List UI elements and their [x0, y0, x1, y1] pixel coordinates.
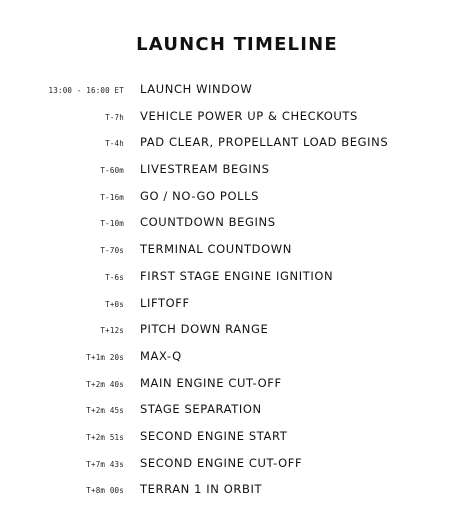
- timeline-row: [0, 318, 474, 345]
- timeline-event: PITCH DOWN RANGE: [140, 322, 269, 337]
- timeline-time: T+2m 51s: [86, 432, 124, 442]
- timeline-time: T-60m: [100, 166, 124, 176]
- timeline-event: MAX-Q: [140, 348, 182, 363]
- timeline-event: SECOND ENGINE CUT-OFF: [140, 455, 303, 470]
- timeline-time: T+0s: [105, 299, 124, 309]
- timeline-row: [0, 372, 474, 399]
- timeline-row: [0, 185, 474, 212]
- timeline-time: T+8m 00s: [86, 486, 124, 496]
- timeline-list: [0, 78, 474, 505]
- timeline-row: [0, 345, 474, 372]
- timeline-event: VEHICLE POWER UP & CHECKOUTS: [140, 108, 358, 123]
- timeline-time: T+1m 20s: [86, 352, 124, 362]
- timeline-event: SECOND ENGINE START: [140, 428, 288, 443]
- timeline-event: FIRST STAGE ENGINE IGNITION: [140, 268, 334, 283]
- timeline-row: [0, 292, 474, 319]
- timeline-row: [0, 238, 474, 265]
- timeline-event: MAIN ENGINE CUT-OFF: [140, 375, 282, 390]
- timeline-row: [0, 425, 474, 452]
- timeline-time: T+12s: [100, 326, 124, 336]
- timeline-row: [0, 211, 474, 238]
- timeline-event: TERMINAL COUNTDOWN: [140, 242, 292, 257]
- timeline-time: T+2m 45s: [86, 406, 124, 416]
- timeline-event: LIFTOFF: [140, 295, 190, 310]
- timeline-event: COUNTDOWN BEGINS: [140, 215, 276, 230]
- timeline-row: [0, 398, 474, 425]
- timeline-row: [0, 158, 474, 185]
- timeline-time: T+2m 40s: [86, 379, 124, 389]
- timeline-time: T-16m: [100, 192, 124, 202]
- timeline-time: T-7h: [105, 112, 124, 122]
- page-title: LAUNCH TIMELINE: [136, 34, 338, 55]
- timeline-time: T-70s: [100, 246, 124, 256]
- timeline-event: LIVESTREAM BEGINS: [140, 162, 270, 177]
- timeline-row: [0, 105, 474, 132]
- timeline-time: T-6s: [105, 272, 124, 282]
- timeline-time: 13:00 - 16:00 ET: [48, 86, 124, 95]
- timeline-event: TERRAN 1 IN ORBIT: [140, 482, 263, 497]
- timeline-event: GO / NO-GO POLLS: [140, 188, 260, 203]
- timeline-row: [0, 265, 474, 292]
- timeline-event: STAGE SEPARATION: [140, 402, 262, 417]
- timeline-row: [0, 478, 474, 505]
- timeline-time: T-10m: [100, 219, 124, 229]
- timeline-event: LAUNCH WINDOW: [140, 82, 253, 96]
- timeline-row: [0, 452, 474, 479]
- timeline-time: T+7m 43s: [86, 459, 124, 469]
- timeline-event: PAD CLEAR, PROPELLANT LOAD BEGINS: [140, 135, 389, 150]
- timeline-row: [0, 131, 474, 158]
- timeline-time: T-4h: [105, 139, 124, 149]
- timeline-row: [0, 78, 474, 105]
